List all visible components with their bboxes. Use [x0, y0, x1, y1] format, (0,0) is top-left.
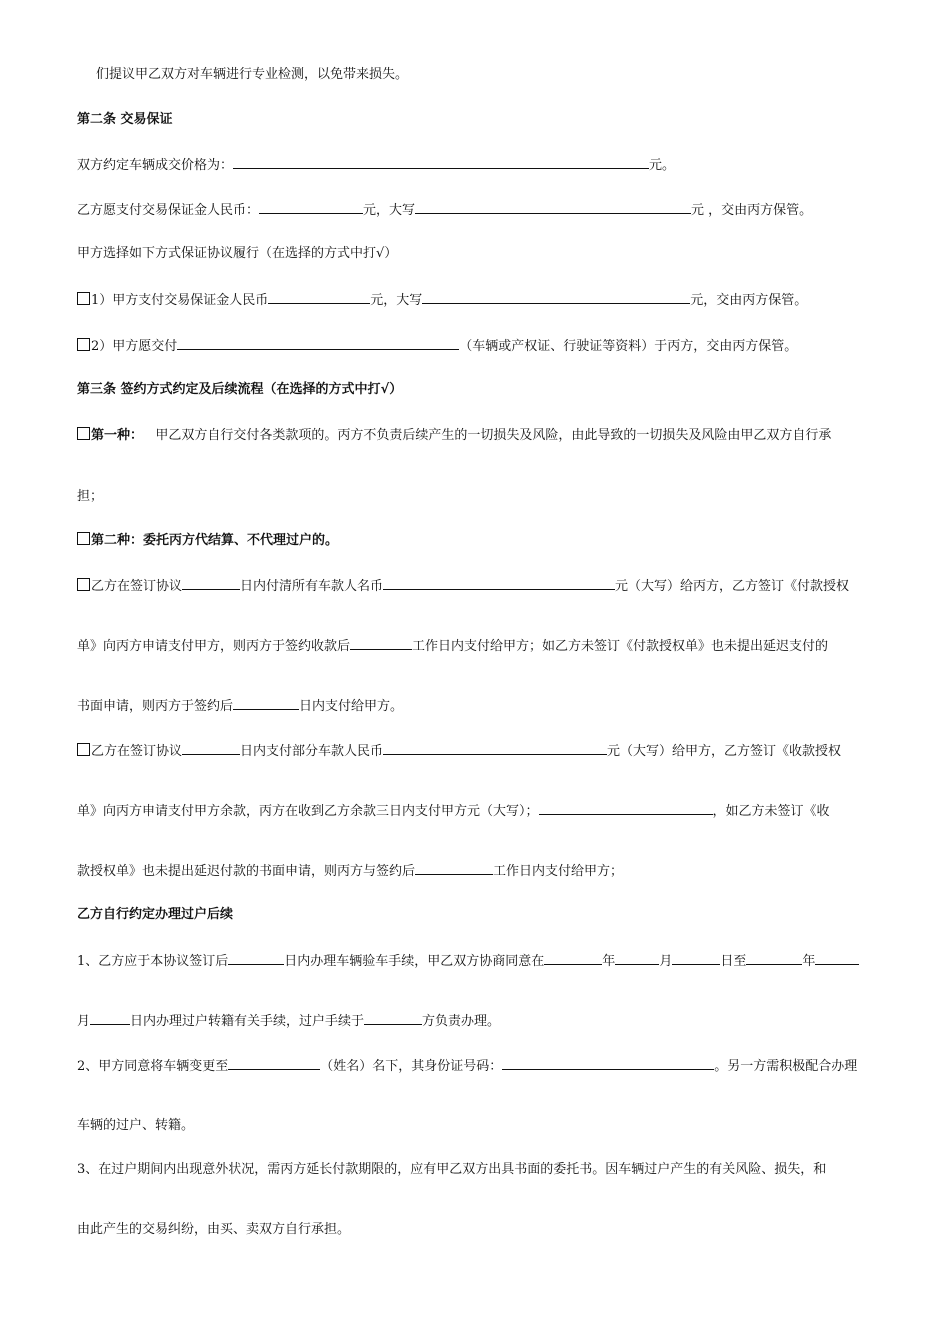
- transfer-1-line-1: 1、乙方应于本协议签订后 日内办理车辆验车手续，甲乙双方协商同意在 年 月 日至 年: [77, 951, 859, 971]
- way-1: 第一种： 甲乙双方自行交付各类款项的。丙方不负责后续产生的一切损失及风险，由此导致的一切损失及风险由甲乙双方自行承: [77, 427, 831, 445]
- way-2b-checkbox[interactable]: [77, 743, 90, 756]
- way-2b-amount-blank[interactable]: [383, 741, 607, 755]
- deposit-line: 乙方愿支付交易保证金人民币： 元，大写 元 ，交由丙方保管。: [77, 200, 812, 220]
- transfer-2-line-1: 2、甲方同意将车辆变更至 （姓名）名下，其身份证号码： 。另一方需积极配合办理: [77, 1056, 857, 1076]
- start-year-blank[interactable]: [544, 951, 602, 965]
- start-month-blank[interactable]: [615, 951, 659, 965]
- responsible-party-blank[interactable]: [364, 1011, 422, 1025]
- transfer-1-line-2: 月 日内办理过户转籍有关手续，过户手续于 方负责办理。: [77, 1011, 500, 1031]
- option-1-checkbox[interactable]: [77, 292, 90, 305]
- transfer-2-line-2: 车辆的过户、转籍。: [77, 1118, 195, 1133]
- inspection-days-blank[interactable]: [228, 951, 284, 965]
- way-2b-line-2: 单》向丙方申请支付甲方余款，丙方在收到乙方余款三日内支付甲方元（大写）； ，如乙方未签订《收: [77, 801, 830, 821]
- article-2-title: 第二条 交易保证: [77, 112, 173, 127]
- price-blank[interactable]: [233, 155, 649, 169]
- start-day-blank[interactable]: [672, 951, 720, 965]
- option-1: 1）甲方支付交易保证金人民币 元，大写 元，交由丙方保管。: [77, 290, 807, 310]
- way-2a-days2-blank[interactable]: [233, 696, 299, 710]
- way-2b-workdays-blank[interactable]: [415, 861, 493, 875]
- way-2a-line-2: 单》向丙方申请支付甲方，则丙方于签约收款后 工作日内支付给甲方；如乙方未签订《付款授权单》也未提出延迟支付的: [77, 636, 828, 656]
- way-1-checkbox[interactable]: [77, 427, 90, 440]
- deposit-amount-blank[interactable]: [259, 200, 363, 214]
- article-3-title: 第三条 签约方式约定及后续流程（在选择的方式中打√）: [77, 382, 403, 397]
- way-2b-words-blank[interactable]: [539, 801, 713, 815]
- way-2a-line-1: 乙方在签订协议 日内付清所有车款人名币 元（大写）给丙方，乙方签订《付款授权: [77, 576, 849, 596]
- way-2: 第二种：委托丙方代结算、不代理过户的。: [77, 532, 338, 550]
- way-2a-amount-blank[interactable]: [383, 576, 615, 590]
- transfer-3-line-1: 3、在过户期间内出现意外状况，需丙方延长付款期限的，应有甲乙双方出具书面的委托书。因车辆过户产生的有关风险、损失，和: [77, 1162, 827, 1177]
- end-month-blank[interactable]: [815, 951, 859, 965]
- way-2b-line-3: 款授权单》也未提出延迟付款的书面申请，则丙方与签约后 工作日内支付给甲方；: [77, 861, 623, 881]
- way-2b-days-blank[interactable]: [182, 741, 240, 755]
- option-1-words-blank[interactable]: [422, 290, 690, 304]
- option-2-item-blank[interactable]: [177, 336, 459, 350]
- end-year-blank[interactable]: [746, 951, 802, 965]
- option-2: 2）甲方愿交付 （车辆或产权证、行驶证等资料）于丙方，交由丙方保管。: [77, 336, 797, 356]
- way-1-continued: 担；: [77, 489, 104, 504]
- way-2a-checkbox[interactable]: [77, 578, 90, 591]
- option-1-amount-blank[interactable]: [268, 290, 370, 304]
- way-2b-line-1: 乙方在签订协议 日内支付部分车款人民币 元（大写）给甲方，乙方签订《收款授权: [77, 741, 841, 761]
- new-owner-name-blank[interactable]: [228, 1056, 320, 1070]
- end-day-blank[interactable]: [90, 1011, 130, 1025]
- transfer-title: 乙方自行约定办理过户后续: [77, 907, 234, 922]
- way-2a-days-blank[interactable]: [182, 576, 240, 590]
- choose-line: 甲方选择如下方式保证协议履行（在选择的方式中打√）: [77, 246, 398, 261]
- way-2a-line-3: 书面申请，则丙方于签约后 日内支付给甲方。: [77, 696, 403, 716]
- deposit-words-blank[interactable]: [415, 200, 691, 214]
- id-number-blank[interactable]: [502, 1056, 714, 1070]
- way-2-checkbox[interactable]: [77, 532, 90, 545]
- price-line: 双方约定车辆成交价格为： 元。: [77, 155, 675, 175]
- paragraph-continuation: 们提议甲乙双方对车辆进行专业检测，以免带来损失。: [96, 67, 409, 82]
- option-2-checkbox[interactable]: [77, 338, 90, 351]
- transfer-3-line-2: 由此产生的交易纠纷，由买、卖双方自行承担。: [77, 1222, 351, 1237]
- way-2a-workdays-blank[interactable]: [350, 636, 412, 650]
